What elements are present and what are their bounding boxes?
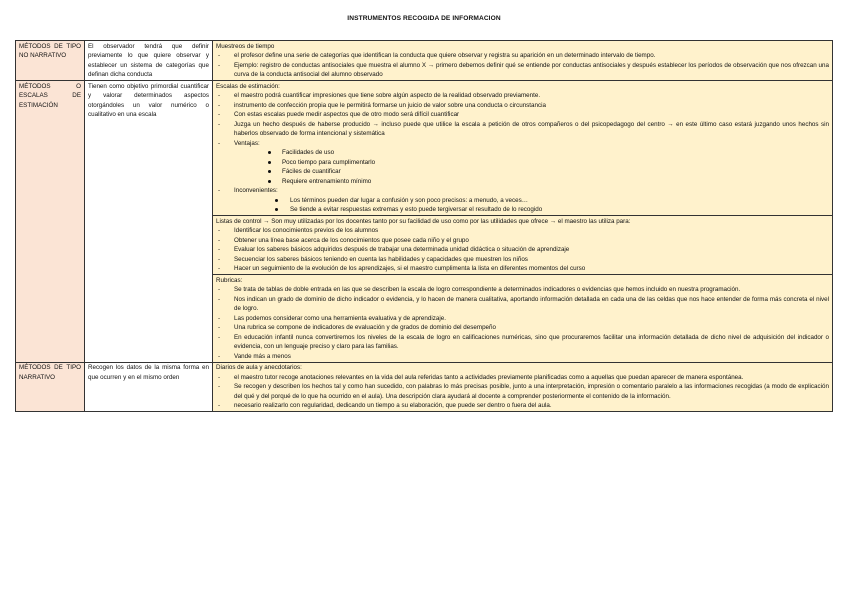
list-item: - Juzga un hecho después de haberse producido → incluso puede que utilice la escala a petición de otros compañeros o del psicopedagogo del centro → en este último caso estará juzgando unos hechos sin haberlos observado de forma intencional y sistemática [216,120,829,139]
list-item [216,186,829,215]
list-item: - Secuenciar los saberes básicos teniendo en cuenta las habilidades y capacidades que muestren los niños [216,255,829,265]
section-heading: Muestreos de tiempo [216,42,275,50]
sub-list-item: Se tiende a evitar respuestas extremas y esto puede tergiversar el resultado de lo recogido [234,205,829,215]
list-item: - Las podemos considerar como una herramienta evaluativa y de aprendizaje. [216,314,829,324]
sub-list-item: Requiere entrenamiento mínimo [234,177,829,187]
list-item: - el profesor define una serie de categorías que identifican la conducta que quiere observar y registra su aparición en un determinado intervalo de tiempo. [216,51,829,61]
table-row [16,81,833,216]
list-item: - Una rubrica se compone de indicadores de evaluación y de grados de dominio del desempeño [216,323,829,333]
section-heading: Rubricas: [216,276,243,284]
method-type-cell: MÉTODOS DE TIPO NARRATIVO [16,362,85,412]
list-item: - Vande más a menos [216,352,829,362]
sub-bullet-list [234,148,829,186]
list-item: - el maestro podrá cuantificar impresiones que tiene sobre algún aspecto de la realidad observado previamente. [216,91,829,101]
list-item: - Con estas escalas puede medir aspectos que de otro modo será difícil cuantificar [216,110,829,120]
content-cell [213,362,833,412]
ventajas-label: Ventajas: [234,139,260,147]
bullet-list [216,285,829,361]
sub-list-item: Los términos pueden dar lugar a confusión y son poco precisos: a menudo, a veces… [234,196,829,206]
list-item: - instrumento de confección propia que le permitirá formarse un juicio de valor sobre una conducta o circunstancia [216,101,829,111]
method-type-cell: MÉTODOS DE TIPO NO NARRATIVO [16,41,85,81]
section-heading: Diarios de aula y anecdotarios: [216,364,302,371]
content-cell [213,81,833,216]
sub-list-item: Fáciles de cuantificar [234,167,829,177]
list-item: - Nos indican un grado de dominio de dicho indicador o evidencia, y lo hacen de manera cualitativa, aportando información detallada en cada una de las celdas que nos hace entender de forma más concreta el nivel de logro. [216,295,829,314]
bullet-list [216,226,829,274]
bullet-list [216,91,829,215]
list-item: - Obtener una línea base acerca de los conocimientos que posee cada niño y el grupo [216,236,829,246]
sub-list-item: Poco tiempo para cumplimentarlo [234,158,829,168]
description-cell: Recogen los datos de la misma forma en que ocurren y en el mismo orden [85,362,213,412]
inconvenientes-label: Inconvenientes: [234,187,278,194]
content-cell [213,275,833,363]
sub-list-item: Facilidades de uso [234,148,829,158]
table-row [16,41,833,81]
list-item: - En educación infantil nunca convertiremos los niveles de la escala de logro en calificaciones numéricas, sino que procuraremos facilitar una información detallada de dicho nivel de adquisición del indicador o evidencia, con un lenguaje preciso y claro para las familias. [216,333,829,352]
content-cell [213,216,833,275]
bullet-list [216,51,829,80]
bullet-list [216,373,829,411]
list-item: - Se recogen y describen los hechos tal y como han sucedido, con palabras lo más precisas posible, junto a una interpretación, impresión o comentario paralelo a las informaciones recogidas (a modo de explicación del qué y del porqué de lo que ha ocurrido en el aula). Una descripción clara ayudará al docente a comprender posteriormente el contenido de la información. [216,382,829,401]
section-heading: Listas de control → Son muy utilizadas por los docentes tanto por su facilidad de uso como por las utilidades que ofrece → el maestro las utiliza para: [216,217,631,225]
description-cell: Tienen como objetivo primordial cuantificar y valorar determinados aspectos otorgándoles un valor numérico o cualitativo en una escala [85,81,213,363]
list-item: - Hacer un seguimiento de la evolución de los aprendizajes, si el maestro cumplimenta la lista en diferentes momentos del curso [216,264,829,274]
section-heading: Escalas de estimación: [216,82,280,90]
list-item: - el maestro tutor recoge anotaciones relevantes en la vida del aula referidas tanto a actividades previamente planificadas como a aquellas que puedan aparecer de manera espontánea. [216,373,829,383]
content-cell [213,41,833,81]
list-item: - Identificar los conocimientos previos de los alumnos [216,226,829,236]
description-cell: El observador tendrá que definir previamente lo que quiere observar y establecer un sistema de categorías que definan dicha conducta [85,41,213,81]
table-row [16,362,833,412]
list-item: - necesario realizarlo con regularidad, dedicando un tiempo a su elaboración, que puede ser dentro o fuera del aula. [216,401,829,411]
instruments-table [15,40,833,412]
sub-bullet-list [234,196,829,215]
list-item: - Evaluar los saberes básicos adquiridos después de trabajar una determinada unidad didáctica o situación de aprendizaje [216,245,829,255]
list-item: - Se trata de tablas de doble entrada en las que se describen la escala de logro correspondiente a determinados indicadores o evidencias que hemos incluido en nuestra programación. [216,285,829,295]
method-type-cell: MÉTODOS O ESCALAS DE ESTIMACIÓN [16,81,85,363]
document-title: INSTRUMENTOS RECOGIDA DE INFORMACION [347,15,501,22]
list-item: - Ejemplo: registro de conductas antisociales que muestra el alumno X → primero debemos definir qué se entiende por conductas antisociales y después establecer los períodos de observación que nos ofrezcan una curva de la conducta antisocial del alumno observado [216,61,829,80]
list-item [216,139,829,187]
